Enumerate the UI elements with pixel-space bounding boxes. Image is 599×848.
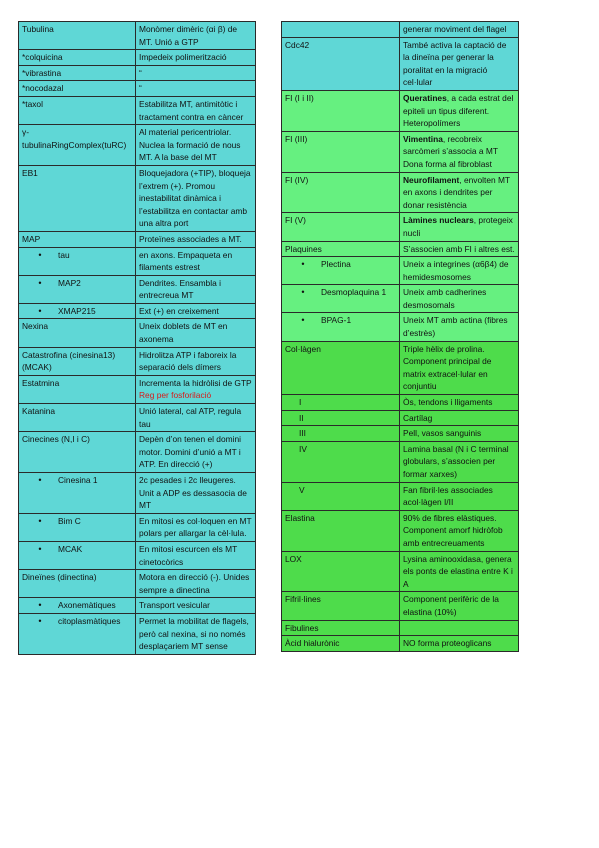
description-text: Uneix doblets de MT en axonema (139, 321, 228, 345)
term-text: Desmoplaquina 1 (321, 287, 387, 298)
table-row (19, 125, 256, 166)
term-text: Cinecines (N,I i C) (22, 434, 90, 445)
description-text: Al material pericentriolar. Nuclea la formació de nous MT. A la base del MT (139, 127, 241, 163)
table-row (19, 96, 256, 124)
term-cell (19, 319, 136, 347)
description-cell (400, 257, 519, 285)
term-text: Elastina (285, 512, 315, 523)
term-cell (282, 592, 400, 620)
term-cell (282, 241, 400, 257)
term-cell (282, 285, 400, 313)
description-cell (400, 441, 519, 482)
table-row (19, 513, 256, 541)
term-text: FI (V) (285, 215, 306, 226)
description-cell (400, 620, 519, 636)
table-row (282, 510, 519, 551)
term-cell (282, 37, 400, 90)
term-cell (19, 347, 136, 375)
description-cell (400, 213, 519, 241)
description-cell (136, 570, 256, 598)
term-cell (19, 303, 136, 319)
description-cell (400, 241, 519, 257)
table-row (19, 598, 256, 614)
description-text: , a cada estrat del epiteli un tipus diferent. Heteropolímers (403, 92, 514, 129)
description-text: Estabilitza MT, antimitòtic i tractament contra en càncer (139, 98, 244, 122)
table-row (19, 570, 256, 598)
description-text: Incrementa la hidròlisi de GTP (139, 377, 252, 388)
term-cell (282, 22, 400, 38)
description-text: S’associen amb FI i altres est. (403, 243, 515, 254)
description-text: 90% de fibres elàstiques. Component amorf hidròfob amb entrecreuaments (403, 512, 503, 548)
term-text: Cdc42 (285, 39, 310, 50)
term-text: Katanina (22, 406, 56, 417)
description-text: Transport vesicular (139, 600, 210, 611)
term-cell (19, 165, 136, 231)
description-bold: Vimentina (403, 133, 443, 144)
description-text: Motora en direcció (-). Unides sempre a dinectina (139, 572, 250, 595)
term-text: *taxol (22, 98, 43, 109)
table-row (19, 165, 256, 231)
description-text: Impedeix polimerització (139, 52, 227, 63)
description-text: NO forma proteoglicans (403, 638, 492, 649)
term-cell (282, 620, 400, 636)
table-row (19, 613, 256, 654)
table-row (282, 172, 519, 213)
description-cell (136, 50, 256, 66)
term-text: I (299, 397, 302, 408)
table-row (19, 541, 256, 569)
table-row (282, 551, 519, 592)
term-text: MAP (22, 233, 41, 244)
description-text: Ext (+) en creixement (139, 305, 219, 316)
term-text: EB1 (22, 167, 38, 178)
term-text: MAP2 (58, 277, 81, 288)
table-row (19, 303, 256, 319)
table-row (19, 50, 256, 66)
term-cell (19, 541, 136, 569)
term-cell (19, 432, 136, 473)
description-cell (400, 426, 519, 442)
term-cell (282, 313, 400, 341)
table-row (282, 37, 519, 90)
term-text: Fifril·lines (285, 594, 321, 605)
term-cell (282, 257, 400, 285)
description-text: Òs, tendons i lligaments (403, 397, 493, 408)
description-cell (136, 165, 256, 231)
table-row (282, 441, 519, 482)
term-text: *vibrastina (22, 67, 62, 78)
term-text: BPAG-1 (321, 315, 352, 326)
term-cell (282, 441, 400, 482)
description-cell (136, 303, 256, 319)
term-text: *colquicina (22, 52, 63, 63)
description-text: Component perifèric de la elastina (10%) (403, 594, 499, 617)
table-row (282, 410, 519, 426)
description-cell (136, 319, 256, 347)
bullet-icon (22, 305, 58, 318)
description-text: 2c pesades i 2c lleugeres. Unit a ADP es dessasocia de MT (139, 475, 247, 511)
description-cell (136, 231, 256, 247)
term-text: Tubulina (22, 24, 54, 34)
description-cell (136, 541, 256, 569)
table-row (282, 90, 519, 131)
term-text: Bim C (58, 515, 81, 526)
term-cell (19, 513, 136, 541)
table-row (19, 404, 256, 432)
description-cell (136, 375, 256, 403)
term-text: XMAP215 (58, 305, 96, 316)
description-cell (136, 598, 256, 614)
description-text: generar moviment del flagel (403, 24, 507, 34)
term-cell (19, 96, 136, 124)
table-row (19, 319, 256, 347)
description-text: Unió lateral, cal ATP, regula tau (139, 406, 242, 429)
description-cell (400, 551, 519, 592)
table-row (19, 473, 256, 514)
table-row (282, 341, 519, 394)
term-text: LOX (285, 553, 302, 564)
bullet-icon (22, 515, 58, 528)
term-cell (19, 231, 136, 247)
term-text: Col·làgen (285, 343, 321, 354)
term-cell (19, 598, 136, 614)
description-cell (136, 65, 256, 81)
term-cell (19, 125, 136, 166)
term-cell (19, 65, 136, 81)
description-bold: Queratines (403, 92, 447, 103)
term-text: FI (IV) (285, 174, 309, 185)
description-cell (136, 22, 256, 50)
description-cell (400, 37, 519, 90)
term-cell (282, 510, 400, 551)
description-cell (136, 613, 256, 654)
description-cell (400, 410, 519, 426)
table-row (282, 592, 519, 620)
description-text: Fan fibril·les associades acol·làgen I/II (403, 484, 493, 508)
term-text: II (299, 412, 304, 423)
description-text: “ (139, 83, 142, 94)
description-cell (400, 395, 519, 411)
table-row (19, 347, 256, 375)
description-cell (400, 482, 519, 510)
bullet-icon (22, 277, 58, 290)
description-cell (400, 313, 519, 341)
term-cell (19, 613, 136, 654)
table-row (282, 285, 519, 313)
term-text: Dineïnes (dinectina) (22, 572, 97, 583)
description-cell (400, 510, 519, 551)
table-row (282, 213, 519, 241)
bullet-icon (22, 615, 58, 628)
table-row (282, 426, 519, 442)
term-text: Nexina (22, 321, 49, 332)
table-row (282, 257, 519, 285)
term-text: Àcid hialurònic (285, 638, 340, 649)
description-cell (136, 125, 256, 166)
bullet-icon (285, 314, 321, 327)
table-row (282, 482, 519, 510)
term-text: Cinesina 1 (58, 475, 98, 485)
bullet-icon (285, 258, 321, 271)
description-cell (400, 285, 519, 313)
term-cell (19, 275, 136, 303)
description-text: Triple hèlix de prolina. Component principal de matrix extracel·lular en conjuntiu (403, 343, 492, 392)
table-row (19, 432, 256, 473)
description-text: Uneix MT amb actina (fibres d’estrès) (403, 315, 508, 339)
table-row (19, 22, 256, 50)
term-text: IV (299, 443, 307, 454)
term-text: citoplasmàtiques (58, 615, 121, 626)
description-cell (400, 592, 519, 620)
term-cell (282, 90, 400, 131)
description-bold: Neurofilament (403, 174, 460, 185)
description-text: , recobreix sarcòmeri s’associa a MT Dona forma al fibroblast (403, 133, 498, 169)
description-cell (136, 275, 256, 303)
description-text: Depèn d’on tenen el domini motor. Domini d’unió a MT i ATP. En direcció (+) (139, 434, 241, 470)
term-text: Estatmina (22, 377, 60, 388)
description-text: Monòmer dimèric (αi β) de MT. Unió a GTP (139, 24, 238, 47)
description-text: , envolten MT en axons i dendrites per donar resistència (403, 174, 510, 210)
bullet-icon (22, 249, 58, 262)
description-cell (136, 96, 256, 124)
term-text: FI (I i II) (285, 92, 314, 103)
term-cell (282, 131, 400, 172)
term-text: *nocodazal (22, 83, 64, 94)
table-row (282, 241, 519, 257)
bullet-icon (22, 599, 58, 612)
description-cell (136, 432, 256, 473)
term-cell (19, 81, 136, 97)
term-cell (282, 341, 400, 394)
description-text: Dendrites. Ensambla i entrecreua MT (139, 277, 221, 301)
term-cell (282, 410, 400, 426)
bullet-icon (285, 286, 321, 299)
description-text: Proteïnes associades a MT. (139, 233, 242, 244)
term-cell (19, 375, 136, 403)
term-cell (19, 50, 136, 66)
term-cell (19, 570, 136, 598)
table-row (282, 636, 519, 652)
table-row (19, 81, 256, 97)
table-row (19, 247, 256, 275)
description-note: Reg per fosforilació (139, 390, 212, 401)
table-row (282, 22, 519, 38)
description-text: Lysina aminooxidasa, genera els ponts de elastina entre K i A (403, 553, 513, 589)
term-text: tau (58, 249, 70, 260)
term-cell (19, 473, 136, 514)
term-cell (282, 172, 400, 213)
description-cell (136, 473, 256, 514)
description-text: Permet la mobilitat de flagels, però cal nexina, si no només desplaçariem MT sense (139, 615, 249, 652)
description-text: En mitosi escurcen els MT cinetocòrics (139, 543, 238, 567)
term-text: Fibulines (285, 622, 319, 633)
left-table (18, 21, 256, 655)
description-cell (400, 636, 519, 652)
term-cell (282, 426, 400, 442)
bullet-icon (22, 474, 58, 487)
term-cell (19, 404, 136, 432)
description-bold: Làmines nuclears (403, 215, 474, 226)
description-text: En mitosi es col·loquen en MT polars per allargar la cèl·lula. (139, 515, 252, 539)
term-cell (282, 551, 400, 592)
term-text: Axonemàtiques (58, 600, 116, 611)
term-text: MCAK (58, 543, 83, 554)
term-text: Plectina (321, 259, 351, 270)
description-cell (400, 90, 519, 131)
description-text: “ (139, 67, 142, 78)
term-cell (282, 395, 400, 411)
description-text: Pell, vasos sanguinis (403, 428, 482, 439)
description-text: Uneix amb cadherines desmosomals (403, 287, 487, 310)
table-row (282, 620, 519, 636)
description-cell (136, 81, 256, 97)
term-text: III (299, 428, 306, 439)
description-cell (400, 172, 519, 213)
table-row (282, 131, 519, 172)
description-text: en axons. Empaqueta en filaments estrest (139, 249, 233, 273)
term-text: γ-tubulinaRingComplex(tuRC) (22, 127, 127, 150)
right-table (281, 21, 519, 652)
description-cell (400, 22, 519, 38)
term-text: V (299, 484, 305, 495)
description-text: Hidrolitza ATP i faboreix la separació dels dímers (139, 349, 237, 373)
term-text: FI (III) (285, 133, 308, 144)
table-row (19, 375, 256, 403)
description-text: Cartílag (403, 412, 433, 423)
description-cell (136, 347, 256, 375)
description-cell (136, 247, 256, 275)
term-text: Catastrofina (cinesina13) (MCAK) (22, 349, 116, 373)
table-row (282, 313, 519, 341)
term-cell (282, 213, 400, 241)
description-text: També activa la captació de la dineïna per generar la poralitat en la migració cel·lular (403, 39, 507, 88)
description-cell (136, 404, 256, 432)
description-text: Uneix a integrines (α6β4) de hemidesmosomes (403, 259, 509, 282)
term-cell (282, 636, 400, 652)
bullet-icon (22, 543, 58, 556)
description-cell (136, 513, 256, 541)
table-row (19, 231, 256, 247)
description-text: Bloquejadora (+TIP), bloqueja l’extrem (+). Promou inestabilitat dinàmica i l’estabilitza en contactar amb una altra port (139, 167, 251, 229)
term-text: Plaquines (285, 243, 322, 254)
term-cell (19, 22, 136, 50)
description-text: , protegeix nucli (403, 215, 513, 238)
term-cell (19, 247, 136, 275)
term-cell (282, 482, 400, 510)
table-row (19, 275, 256, 303)
table-row (282, 395, 519, 411)
description-cell (400, 131, 519, 172)
description-cell (400, 341, 519, 394)
description-text: Lamina basal (N i C terminal globulars, s’associen per formar xarxes) (403, 443, 509, 479)
table-row (19, 65, 256, 81)
